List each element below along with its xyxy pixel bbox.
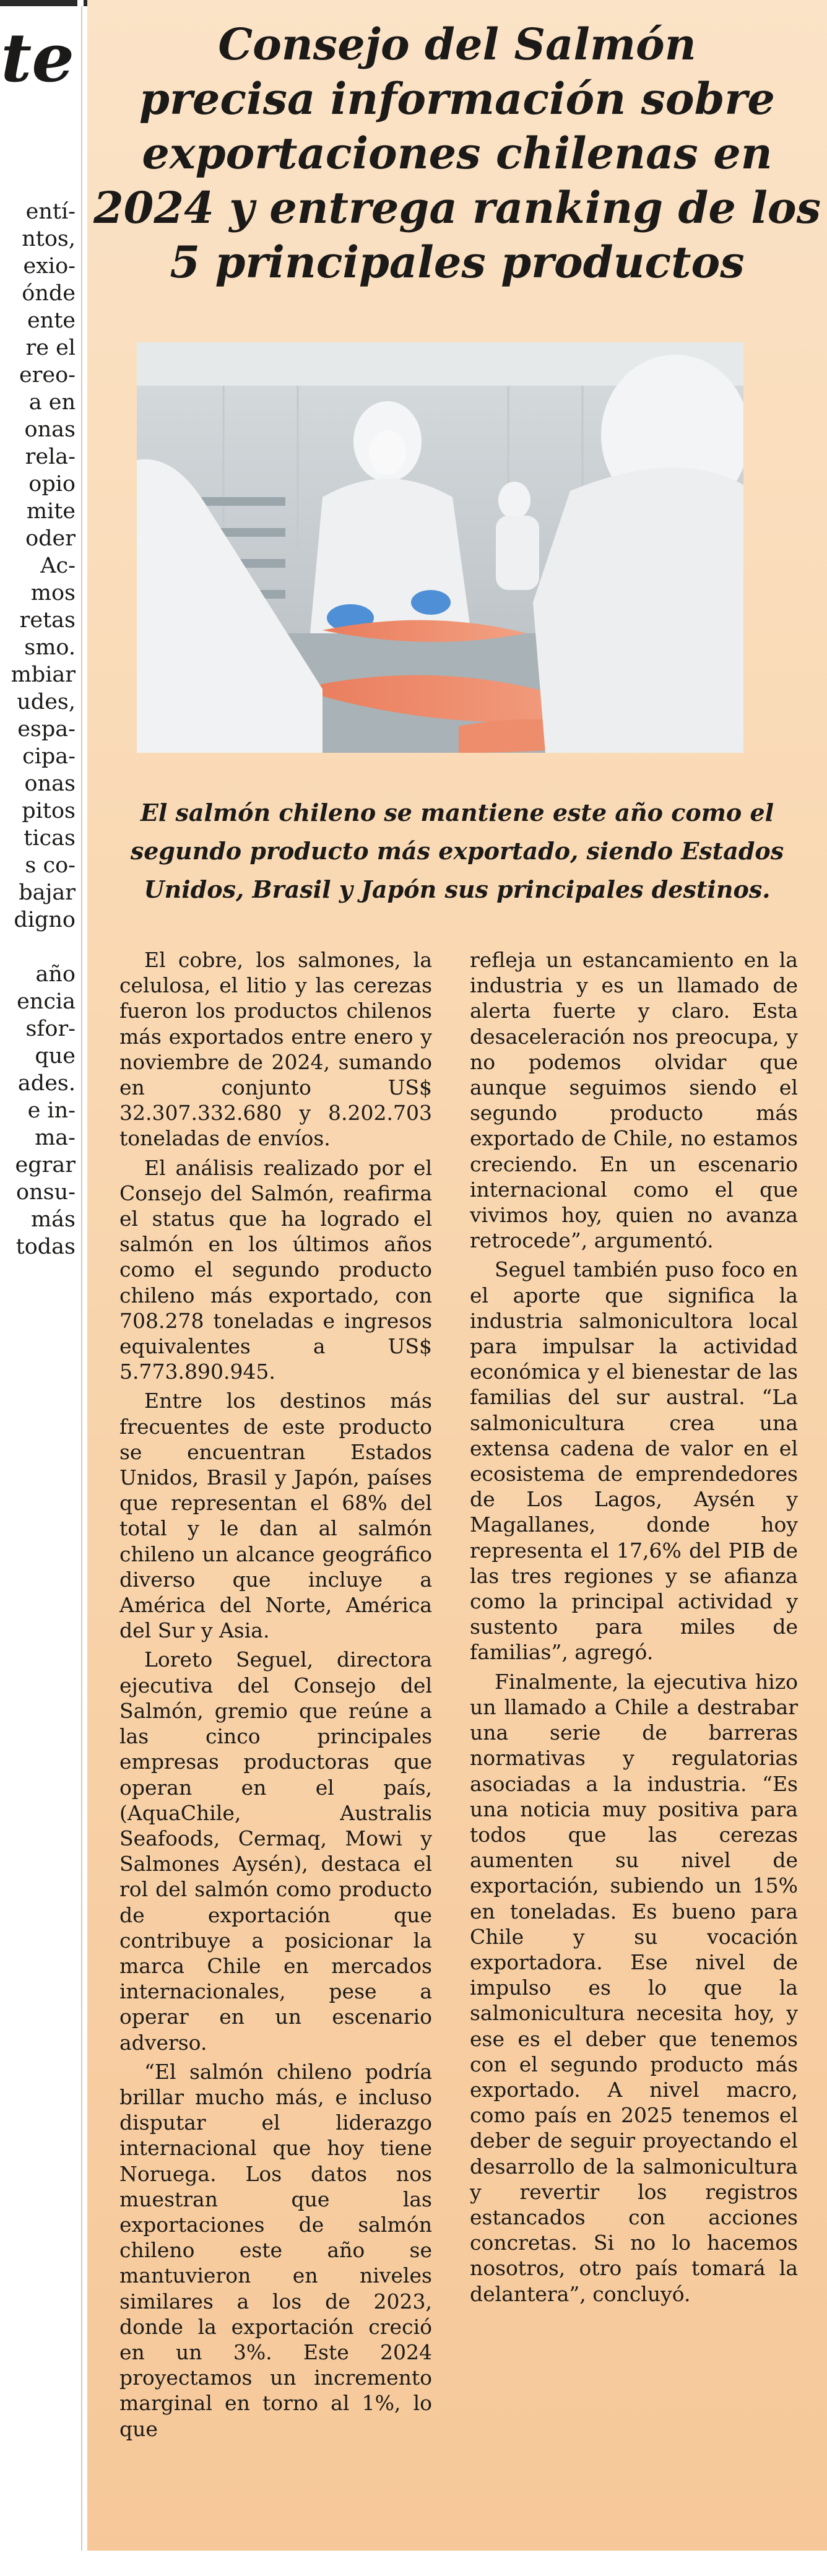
adjacent-text-line: ntos, — [22, 227, 76, 251]
adjacent-text-fragments — [1, 198, 76, 1260]
adjacent-text-line: digno — [14, 908, 76, 932]
adjacent-text-line: mbiar — [11, 662, 76, 687]
adjacent-text-line: rela- — [25, 445, 76, 469]
article-lead — [87, 794, 827, 909]
adjacent-text-line: oder — [25, 526, 76, 551]
adjacent-text-line: udes, — [17, 690, 76, 714]
headline-line: 2024 y entrega ranking de los — [93, 182, 821, 233]
adjacent-text-line: mos — [30, 581, 76, 605]
adjacent-text-line: retas — [19, 608, 76, 633]
article-headline — [87, 17, 827, 290]
adjacent-text-line: ticas — [24, 826, 76, 851]
headline-line: exportaciones chilenas en — [142, 128, 773, 179]
adjacent-text-line: más — [30, 1207, 76, 1232]
headline-line: precisa información sobre — [139, 73, 775, 124]
body-paragraph: Entre los destinos más frecuentes de este producto se encuentran Estados Unidos, Brasil y Japón, países que representan el 68% del total y le dan al salmón chileno un alcance geográfico diverso que incluye a América del Norte, América del Sur y Asia. — [119, 1389, 432, 1643]
adjacent-text-line: onas — [24, 771, 76, 796]
adjacent-text-line: ades. — [17, 1071, 76, 1096]
adjacent-text-line: entí- — [25, 199, 76, 224]
adjacent-article-fragment — [0, 0, 78, 2576]
adjacent-text-line: ente — [27, 308, 76, 333]
adjacent-text-line: smo. — [24, 635, 76, 660]
adjacent-text-line: bajar — [19, 880, 76, 905]
article-body-column-2 — [470, 947, 798, 2310]
adjacent-text-line: opio — [28, 472, 76, 497]
headline-line: Consejo del Salmón — [218, 19, 696, 70]
adjacent-text-line: año — [35, 962, 76, 987]
body-paragraph: El análisis realizado por el Consejo del Salmón, reafirma el status que ha logrado el salmón en los últimos años como el segundo producto chileno más exportado, con 708.278 toneladas e ingresos equivalentes a US$ 5.773.890.945. — [119, 1155, 432, 1384]
adjacent-text-line: Ac- — [40, 553, 76, 578]
body-paragraph: Seguel también puso foco en el aporte que significa la industria salmonicultora local para impulsar la actividad económica y el bienestar de las familias del sur austral. “La salmonicultura crea una extensa cadena de valor en el ecosistema de emprendedores de Los Lagos, Aysén y Magallanes, donde hoy representa el 17,6% del PIB de las tres regiones y se afianza como la principal actividad y sustento para miles de familias”, agregó. — [470, 1257, 798, 1665]
adjacent-text-line: ma- — [35, 1125, 76, 1150]
headline-line: 5 principales productos — [170, 236, 745, 288]
adjacent-text-line — [1, 934, 76, 961]
adjacent-text-line: e in- — [27, 1098, 76, 1123]
adjacent-text-line: re el — [25, 336, 76, 360]
body-paragraph-continued: refleja un estancamiento en la industria y es un llamado de alerta fuerte y claro. Esta desaceleración nos preocupa, y no podemos olvidar que aunque seguimos siendo el segundo producto más exportado de Chile, no estamos creciendo. En un escenario internacional como el que vivimos hoy, quien no avanza retrocede”, argumentó. — [470, 948, 798, 1253]
adjacent-text-line: que — [35, 1044, 76, 1069]
lead-line: El salmón chileno se mantiene este año como el — [140, 799, 774, 826]
adjacent-text-line: s co- — [25, 853, 76, 878]
lead-line: Unidos, Brasil y Japón sus principales destinos. — [144, 875, 771, 903]
adjacent-text-line: pitos — [22, 799, 76, 823]
adjacent-title-fragment: te — [1, 19, 74, 97]
article-photo-salmon-processing — [137, 342, 743, 753]
adjacent-text-line: a en — [28, 390, 76, 415]
adjacent-text-line: mite — [26, 499, 76, 524]
adjacent-text-line: onsu- — [16, 1180, 76, 1205]
body-paragraph: “El salmón chileno podría brillar mucho más, e incluso disputar el liderazgo internacional que hoy tiene Noruega. Los datos nos muestran que las exportaciones de salmón chileno este año se mantuvieron en niveles similares a los de 2023, donde la exportación creció en un 3%. Este 2024 proyectamos un incremento marginal en torno al 1%, lo que — [119, 2059, 432, 2441]
photo-illustration — [137, 342, 743, 753]
adjacent-text-line: sfor- — [25, 1017, 76, 1041]
adjacent-text-line: exio- — [23, 254, 76, 279]
adjacent-text-line: todas — [15, 1234, 76, 1259]
body-paragraph: Loreto Seguel, directora ejecutiva del Consejo del Salmón, gremio que reúne a las cinco principales empresas productoras que operan en el país, (AquaChile, Australis Seafoods, Cermaq, Mowi y Salmones Aysén), destaca el rol del salmón como producto de exportación que contribuye a posicionar la marca Chile en mercados internacionales, pese a operar en un escenario adverso. — [119, 1647, 432, 2055]
adjacent-text-line: onas — [24, 417, 76, 442]
adjacent-text-line: ereo- — [19, 363, 76, 388]
article-body-column-1 — [119, 947, 432, 2445]
adjacent-text-line: encia — [17, 989, 76, 1014]
column-divider — [81, 6, 82, 2551]
lead-line: segundo producto más exportado, siendo Estados — [130, 837, 784, 865]
adjacent-text-line: egrar — [15, 1153, 76, 1177]
body-paragraph: Finalmente, la ejecutiva hizo un llamado a Chile a destrabar una serie de barreras normativas y regulatorias asociadas a la industria. “Es una noticia muy positiva para todos que las cerezas aumenten su nivel de exportación, subiendo un 15% en toneladas. Es bueno para Chile y su vocación exportadora. Ese nivel de impulso es lo que la salmonicultura necesita hoy, y ese es el deber que tenemos con el segundo producto más exportado. A nivel macro, como país en 2025 tenemos el deber de seguir proyectando el desarrollo de la salmonicultura y revertir los registros estancados con acciones concretas. Si no lo hacemos nosotros, otro país tomará la delantera”, concluyó. — [470, 1669, 798, 2306]
body-paragraph: El cobre, los salmones, la celulosa, el litio y las cerezas fueron los productos chilenos más exportados entre enero y noviembre de 2024, sumando en conjunto US$ 32.307.332.680 y 8.202.703 toneladas de envíos. — [119, 948, 432, 1151]
adjacent-text-line: ónde — [22, 281, 76, 306]
adjacent-text-line: cipa- — [22, 744, 76, 769]
adjacent-text-line: espa- — [17, 717, 76, 742]
article-box — [87, 0, 827, 2551]
